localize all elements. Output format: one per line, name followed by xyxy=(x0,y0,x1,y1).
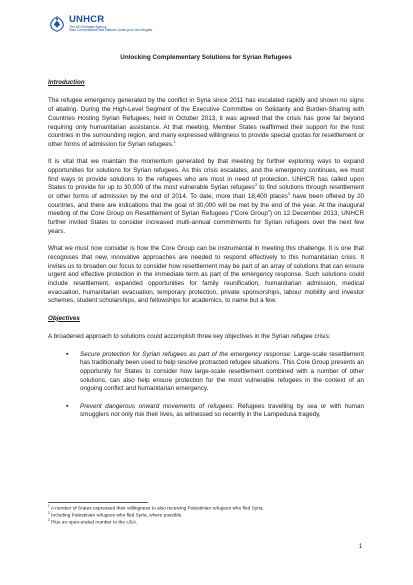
unhcr-logo xyxy=(48,15,152,33)
objectives-list xyxy=(48,351,364,421)
footnote-divider xyxy=(48,502,148,503)
footnote-3: $^3$ Plus an open-ended number to the USA. xyxy=(48,518,138,526)
document-title: Unlocking Complementary Solutions for Syrian Refugees xyxy=(120,54,292,61)
footnote-2: $^2$ Including Palestinian refugees who fled Syria, where possible. xyxy=(48,511,183,519)
objectives-heading: Objectives xyxy=(48,314,80,322)
list-item: ▪ Secure protection for Syrian refugees as part of the emergency response: Large-scale resettlement has traditionally been used to help resolve protracted refugee situations. This Core Group presents an opportunity for States to consider how large-scale resettlement combined with a number of other solutions, can also help ensure protection for the most vulnerable refugees in the context of an ongoing conflict and humanitarian emergency. xyxy=(80,351,364,395)
introduction-heading: Introduction xyxy=(48,78,85,86)
paragraph-3: What we must now consider is how the Core Group can be instrumental in meeting this challenge. It is one that recognises that new, innovative approaches are needed to respond effectively to this humanitarian crisis. It invites us to broaden our focus to consider how resettlement may be part of an array of solutions that can ensure urgent and effective protection in the immediate term as part of the emergency response. Such solutions could include resettlement, expanded opportunities for family reunification, humanitarian admission, medical evacuation, humanitarian evacuation, temporary protection, private sponsorships, labour mobility and investor schemes, student scholarships, and fellowships for academics, to name but a few. xyxy=(48,245,364,305)
paragraph-2: It is vital that we maintain the momentum generated by that meeting by further exploring ways to expand opportunities for solutions for Syrian refugees. As this crisis escalates, and the emergency continues, we must find ways to provide solutions to the refugees who are most in need of protection. UNHCR has called upon States to provide for up to 30,000 of the most vulnerable Syrian refugees$^2$ to find solutions through resettlement or other forms of admission by the end of 2014. To date, more than 18,400 places$^3$ have been offered by 20 countries, and there are indications that the goal of 30,000 will be met by the end of the year. At the inaugural meeting of the Core Group on Resettlement of Syrian Refugees (“Core Group”) on 12 December 2013, UNHCR further invited States to consider increased multi-annual commitments for Syrian refugees over the next few years. xyxy=(48,158,364,235)
page-number: 1 xyxy=(359,544,363,550)
list-item: ▪ Prevent dangerous onward movements of refugees: Refugees travelling by sea or with human smugglers not only risk their lives, as witnessed so recently in the Lampedusa tragedy, xyxy=(80,403,364,420)
footnote-1: $^1$ A number of States expressed their willingness to also receiving Palestinian refugees who fled Syria. xyxy=(48,504,264,512)
document-body xyxy=(48,54,364,429)
unhcr-emblem-icon xyxy=(48,15,66,33)
footnote-ref-1[interactable]: 1 xyxy=(173,138,176,144)
logo-subtitle: The UN Refugee Agency xyxy=(69,24,107,29)
footnotes xyxy=(48,502,364,527)
paragraph-4: A broadened approach to solutions could accomplish three key objectives in the Syrian refugee crisis: xyxy=(48,333,331,341)
footnote-ref-2[interactable]: 2 xyxy=(254,182,258,188)
logo-name: UNHCR xyxy=(69,14,105,25)
footnote-ref-3[interactable]: 3 xyxy=(287,190,291,196)
paragraph-1: The refugee emergency generated by the conflict in Syria since 2011 has escalated rapidly and shown no signs of abating. During the High-Level Segment of the Executive Committee on Solidarity and Burden-Sharing with Countries Hosting Syrian Refugees, held in October 2013, it was agreed that the crisis has gone far beyond requiring only humanitarian assistance. At that meeting, Member States reaffirmed their support for the host countries in the surrounding region, and many expressed willingness to provide special quotas for resettlement or other forms of admission for Syrian refugees.$^1$ xyxy=(48,97,364,148)
logo-subtitle-fr: Haut Commissariat des Nations Unies pour les réfugiés xyxy=(69,27,153,32)
